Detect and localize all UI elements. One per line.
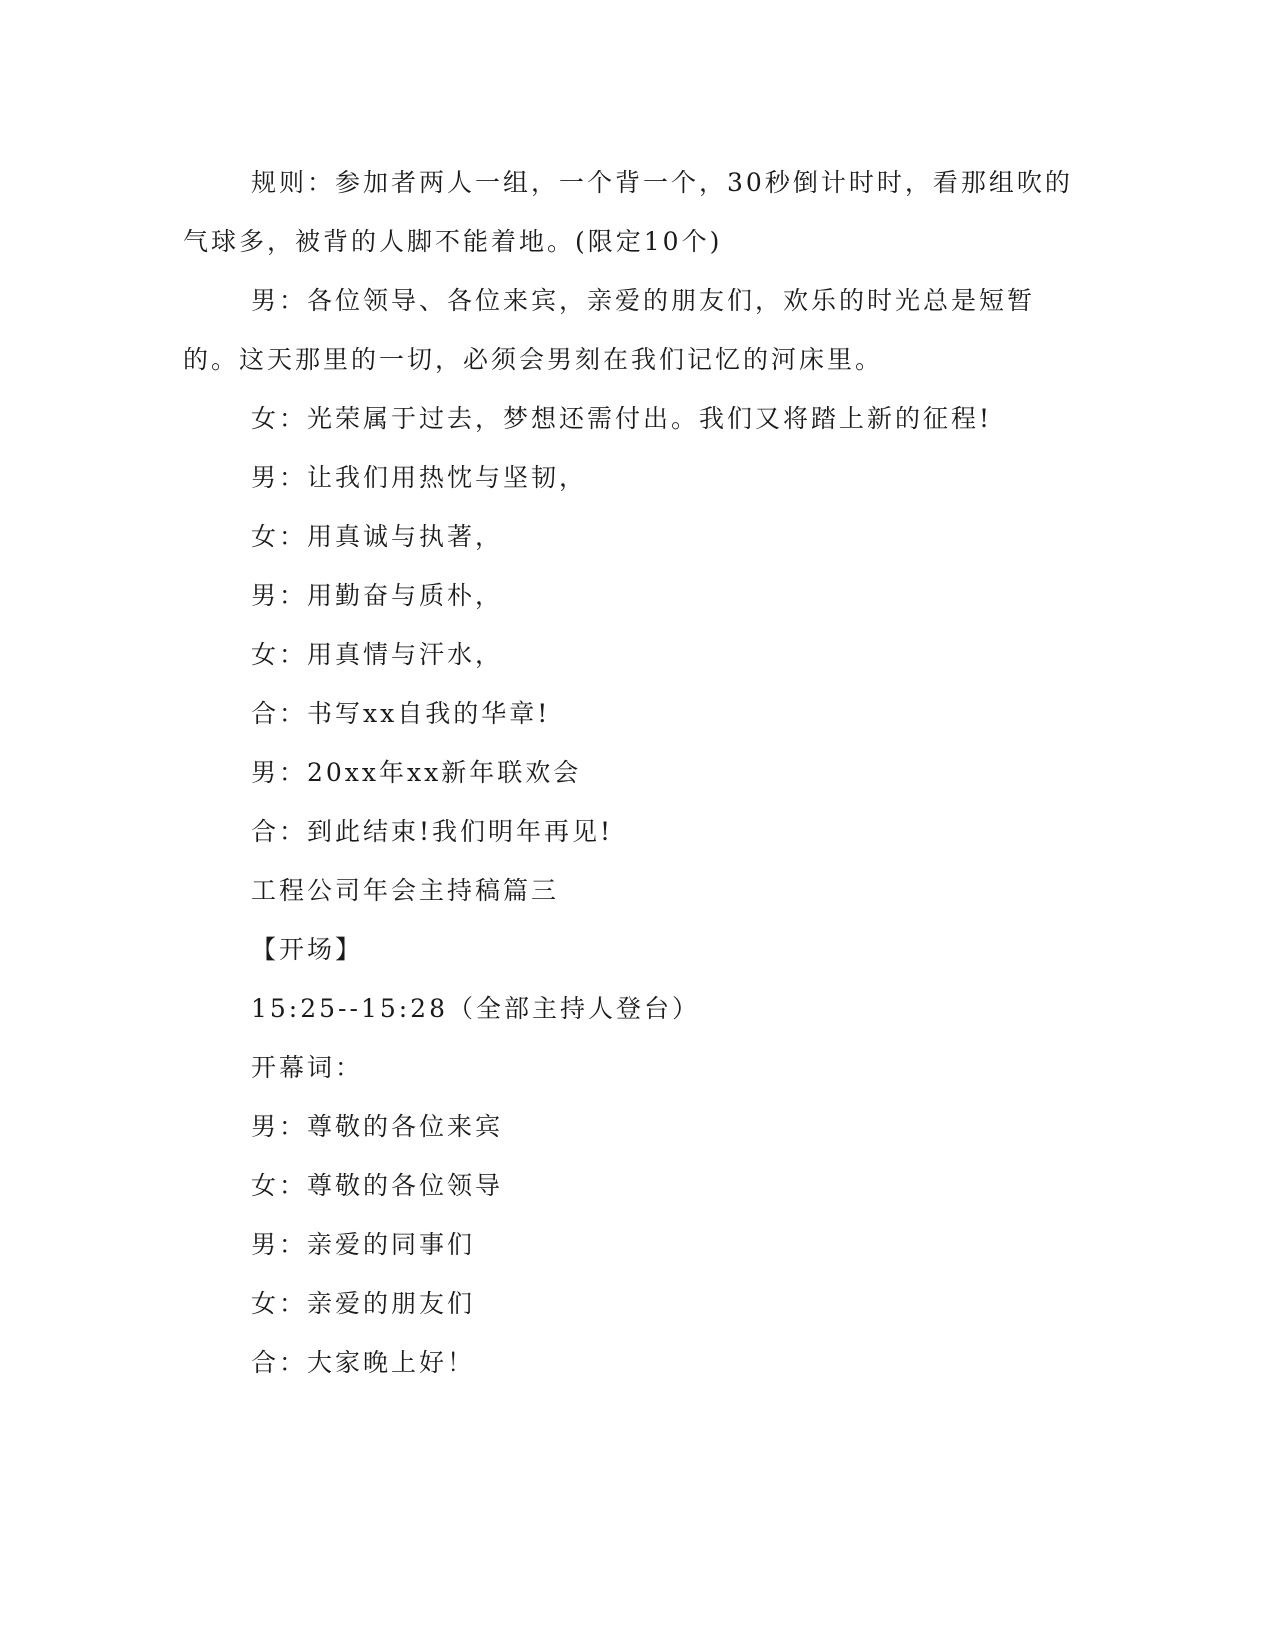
paragraph-opening-male-1: 男：尊敬的各位来宾 [251, 1112, 504, 1141]
paragraph-opening-male-2: 男：亲爱的同事们 [251, 1230, 476, 1259]
section-title: 工程公司年会主持稿篇三 [251, 876, 560, 905]
paragraph-opening-female-2: 女：亲爱的朋友们 [251, 1289, 476, 1318]
paragraph-closing-male-1: 男：各位领导、各位来宾，亲爱的朋友们，欢乐的时光总是短暂的。这天那里的一切，必须会男刻在我们记忆的河床里。 [183, 286, 1036, 374]
paragraph-opening-female-1: 女：尊敬的各位领导 [251, 1171, 504, 1200]
section-heading-opening: 【开场】 [251, 935, 364, 964]
paragraph-closing-female-1: 女：光荣属于过去，梦想还需付出。我们又将踏上新的征程! [251, 404, 993, 433]
paragraph-rules: 规则：参加者两人一组，一个背一个，30秒倒计时时，看那组吹的气球多，被背的人脚不能着地。(限定10个) [183, 168, 1073, 256]
paragraph-closing-together-1: 合：书写xx自我的华章! [251, 699, 551, 728]
paragraph-closing-together-2: 合：到此结束!我们明年再见! [251, 817, 614, 846]
paragraph-closing-male-2: 男：让我们用热忱与坚韧， [251, 463, 588, 492]
paragraph-opening-together: 合：大家晚上好！ [251, 1348, 476, 1377]
paragraph-closing-female-3: 女：用真情与汗水， [251, 640, 504, 669]
paragraph-closing-male-4: 男：20xx年xx新年联欢会 [251, 758, 582, 787]
opening-speech-label: 开幕词： [251, 1053, 364, 1082]
schedule-time: 15:25--15:28（全部主持人登台） [251, 994, 700, 1023]
paragraph-closing-female-2: 女：用真诚与执著， [251, 522, 504, 551]
paragraph-closing-male-3: 男：用勤奋与质朴， [251, 581, 504, 610]
document-body [183, 153, 1073, 1392]
